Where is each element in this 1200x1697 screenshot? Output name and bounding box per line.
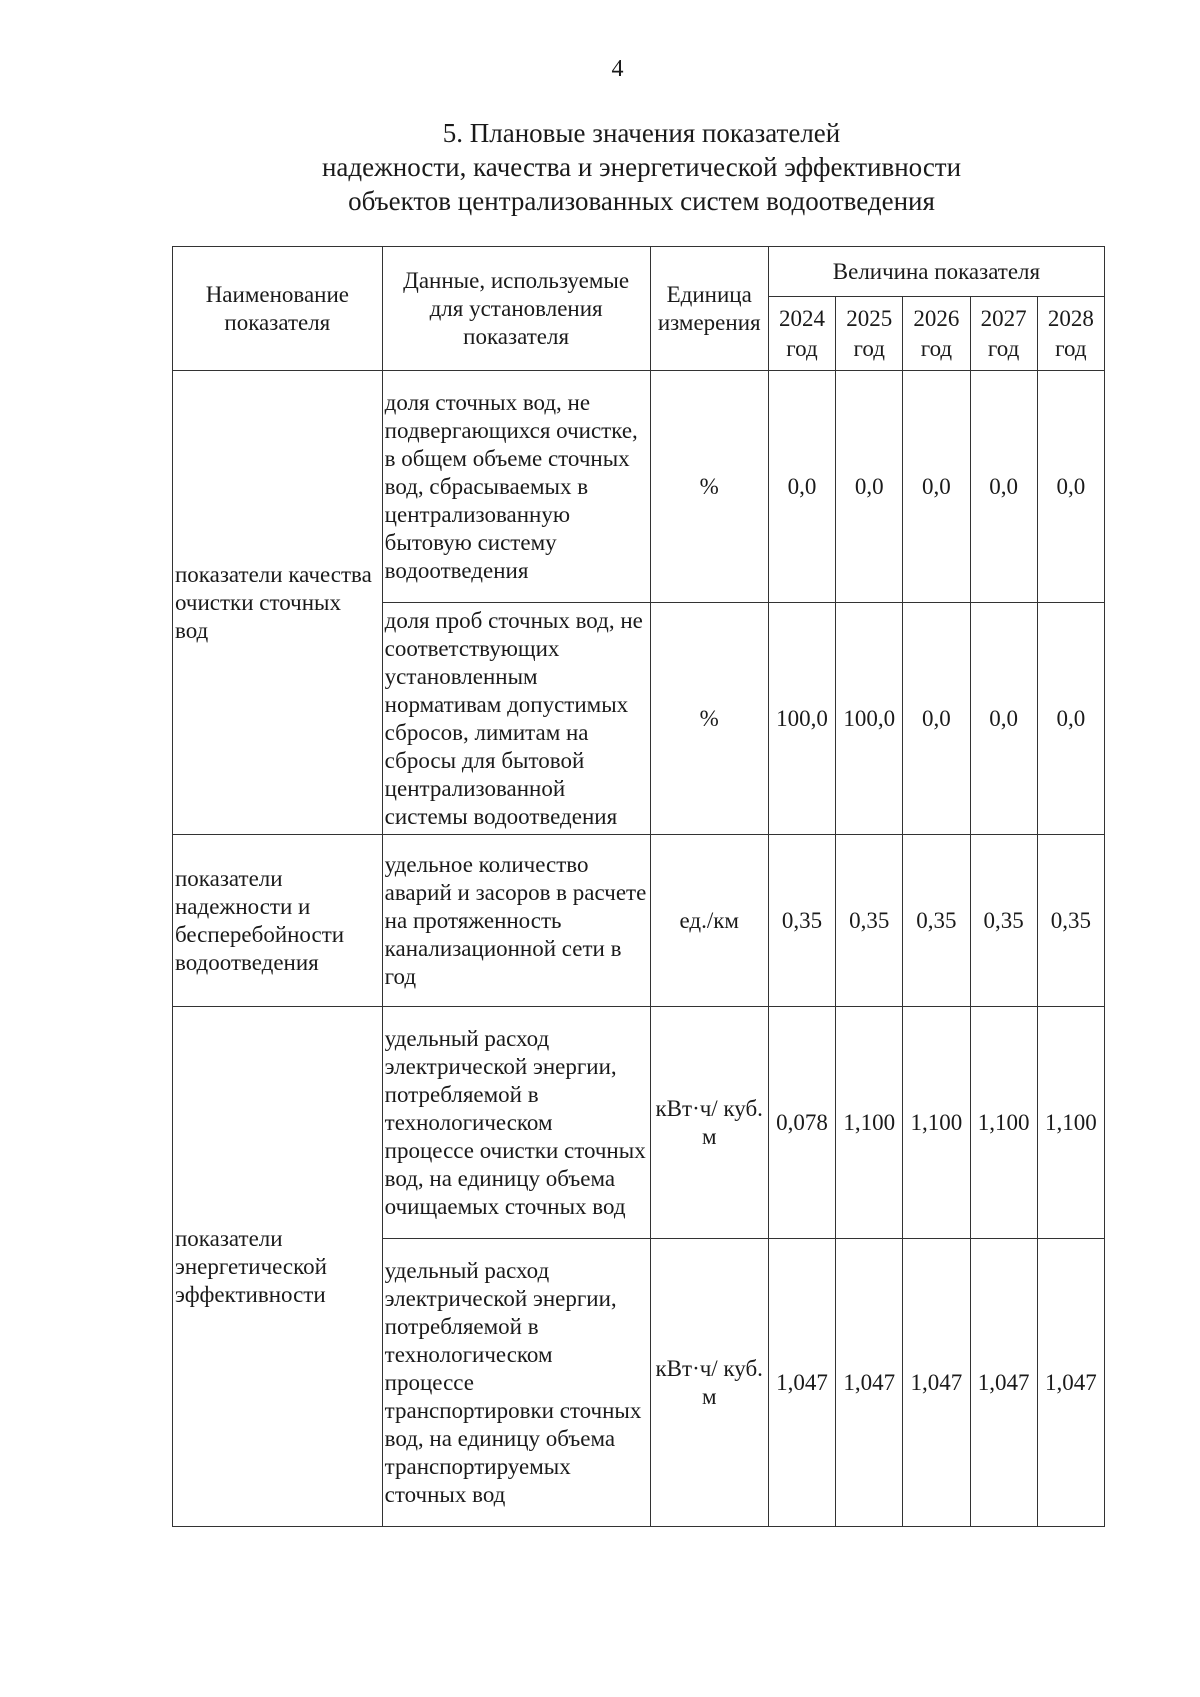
header-year: 2028 год	[1037, 297, 1104, 371]
indicator-data: удельное количество аварий и засоров в расчете на протяженность канализационной сети в год	[382, 835, 650, 1007]
value-cell: 1,047	[768, 1239, 835, 1527]
unit-cell: кВт·ч/ куб. м	[650, 1239, 768, 1527]
title-line: 5. Плановые значения показателей	[442, 118, 841, 148]
value-cell: 100,0	[768, 603, 835, 835]
value-cell: 100,0	[836, 603, 903, 835]
value-cell: 0,0	[836, 371, 903, 603]
header-data: Данные, используемые для установления показателя	[382, 247, 650, 371]
value-cell: 0,35	[1037, 835, 1104, 1007]
value-cell: 1,047	[970, 1239, 1037, 1527]
header-unit: Единица измерения	[650, 247, 768, 371]
value-cell: 0,0	[970, 603, 1037, 835]
unit-cell: ед./км	[650, 835, 768, 1007]
value-cell: 0,0	[768, 371, 835, 603]
value-cell: 0,0	[903, 603, 970, 835]
value-cell: 0,35	[836, 835, 903, 1007]
page-number: 4	[611, 56, 624, 82]
value-cell: 0,35	[768, 835, 835, 1007]
document-title	[170, 116, 1113, 218]
title-line: объектов централизованных систем водоотведения	[348, 186, 935, 216]
header-value-group: Величина показателя	[768, 247, 1104, 297]
value-cell: 0,0	[970, 371, 1037, 603]
unit-cell: %	[650, 603, 768, 835]
value-cell: 1,100	[1037, 1007, 1104, 1239]
value-cell: 0,35	[970, 835, 1037, 1007]
header-year: 2025 год	[836, 297, 903, 371]
table-row	[173, 371, 1105, 603]
header-year: 2024 год	[768, 297, 835, 371]
unit-cell: %	[650, 371, 768, 603]
header-year: 2026 год	[903, 297, 970, 371]
indicator-data: доля сточных вод, не подвергающихся очистке, в общем объеме сточных вод, сбрасываемых в централизованную бытовую систему водоотведения	[382, 371, 650, 603]
header-row	[173, 247, 1105, 297]
indicator-data: удельный расход электрической энергии, потребляемой в технологическом процессе транспортировки сточных вод, на единицу объема транспортируемых сточных вод	[382, 1239, 650, 1527]
table-row	[173, 1007, 1105, 1239]
group-name: показатели надежности и бесперебойности водоотведения	[173, 835, 383, 1007]
value-cell: 0,0	[903, 371, 970, 603]
indicator-data: удельный расход электрической энергии, потребляемой в технологическом процессе очистки сточных вод, на единицу объема очищаемых сточных вод	[382, 1007, 650, 1239]
value-cell: 0,078	[768, 1007, 835, 1239]
indicators-table	[172, 246, 1105, 1527]
header-name: Наименование показателя	[173, 247, 383, 371]
group-name: показатели качества очистки сточных вод	[173, 371, 383, 835]
value-cell: 0,0	[1037, 603, 1104, 835]
title-line: надежности, качества и энергетической эффективности	[321, 152, 962, 182]
value-cell: 1,100	[903, 1007, 970, 1239]
indicator-data: доля проб сточных вод, не соответствующих установленным нормативам допустимых сбросов, лимитам на сбросы для бытовой централизованной системы водоотведения	[382, 603, 650, 835]
value-cell: 0,35	[903, 835, 970, 1007]
value-cell: 1,047	[903, 1239, 970, 1527]
value-cell: 1,047	[1037, 1239, 1104, 1527]
group-name: показатели энергетической эффективности	[173, 1007, 383, 1527]
value-cell: 1,100	[970, 1007, 1037, 1239]
value-cell: 1,047	[836, 1239, 903, 1527]
unit-cell: кВт·ч/ куб. м	[650, 1007, 768, 1239]
header-year: 2027 год	[970, 297, 1037, 371]
value-cell: 1,100	[836, 1007, 903, 1239]
value-cell: 0,0	[1037, 371, 1104, 603]
table-row	[173, 835, 1105, 1007]
